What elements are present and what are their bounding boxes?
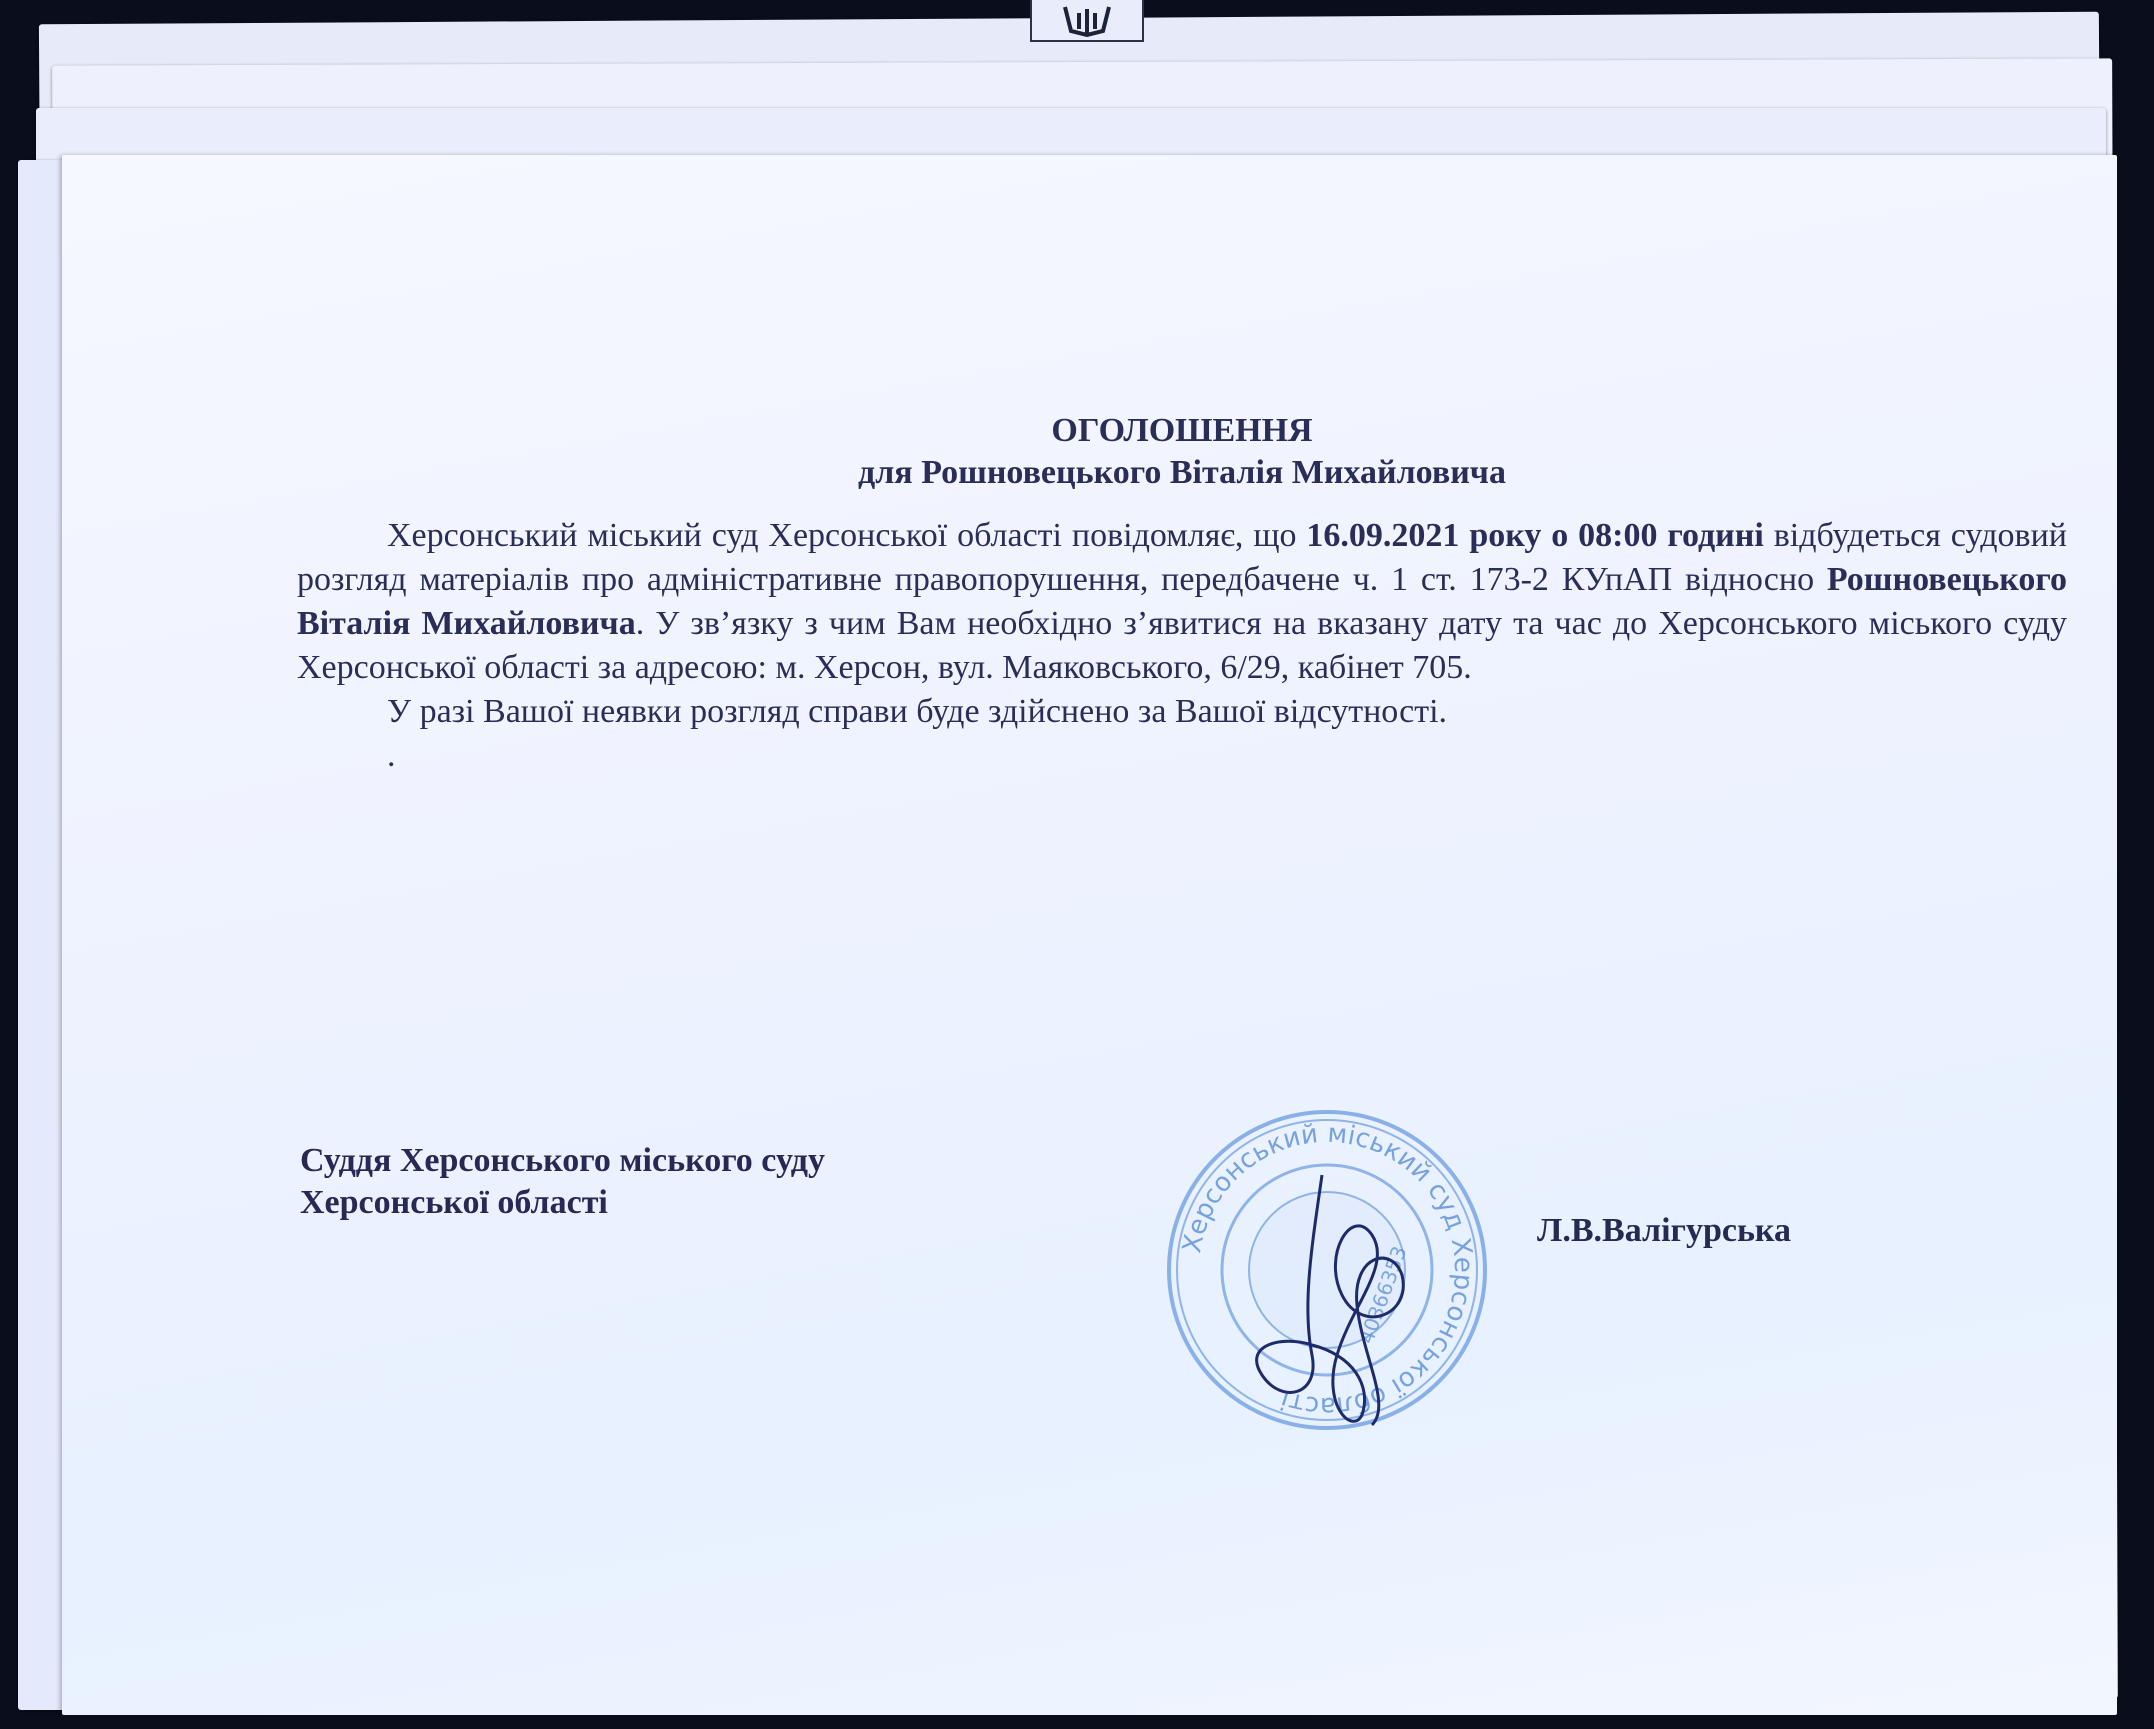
court-seal: [1162, 1105, 1492, 1435]
notice-text-part2: відбудеться судовий розгляд матеріалів про адміністративне правопорушення, передбачене ч. 1 ст. 173-2 КУпАП відносно: [297, 517, 2068, 598]
hearing-date-time: 16.09.2021 року о 08:00 годині: [1306, 517, 1764, 554]
judge-name: Л.В.Валігурська: [1537, 1212, 1792, 1249]
document-body: [297, 410, 2067, 778]
trident-icon: [1030, 0, 1144, 42]
absence-paragraph: У разі Вашої неявки розгляд справи буде здійснено за Вашої відсутності.: [387, 693, 1448, 730]
position-line-1: Суддя Херсонського міського суду: [300, 1142, 826, 1179]
document-subtitle: для Рошновецького Віталія Михайловича: [858, 454, 1506, 491]
notice-paragraph: [297, 514, 2067, 690]
trailing-dot: .: [387, 737, 396, 774]
notice-text-part3: . У зв’язку з чим Вам необхідно з’явитися на вказану дату та час до Херсонського міського суду Херсонської області за адресою: м. Херсон, вул. Маяковського, 6/29, кабінет 705.: [297, 605, 2067, 686]
position-line-2: Херсонської області: [300, 1184, 608, 1221]
document-title: ОГОЛОШЕННЯ: [1051, 412, 1313, 449]
seal-outer-text: Херсонський міський суд Херсонської області: [1177, 1118, 1479, 1422]
signature-position: [300, 1140, 825, 1224]
notice-text-part1: Херсонський міський суд Херсонської області повідомляє, що: [387, 517, 1307, 554]
announcement-document: [62, 155, 2117, 1715]
seal-code: 40366353: [1354, 1242, 1412, 1347]
defendant-name: Рошновецького Віталія Михайловича: [297, 561, 2067, 642]
